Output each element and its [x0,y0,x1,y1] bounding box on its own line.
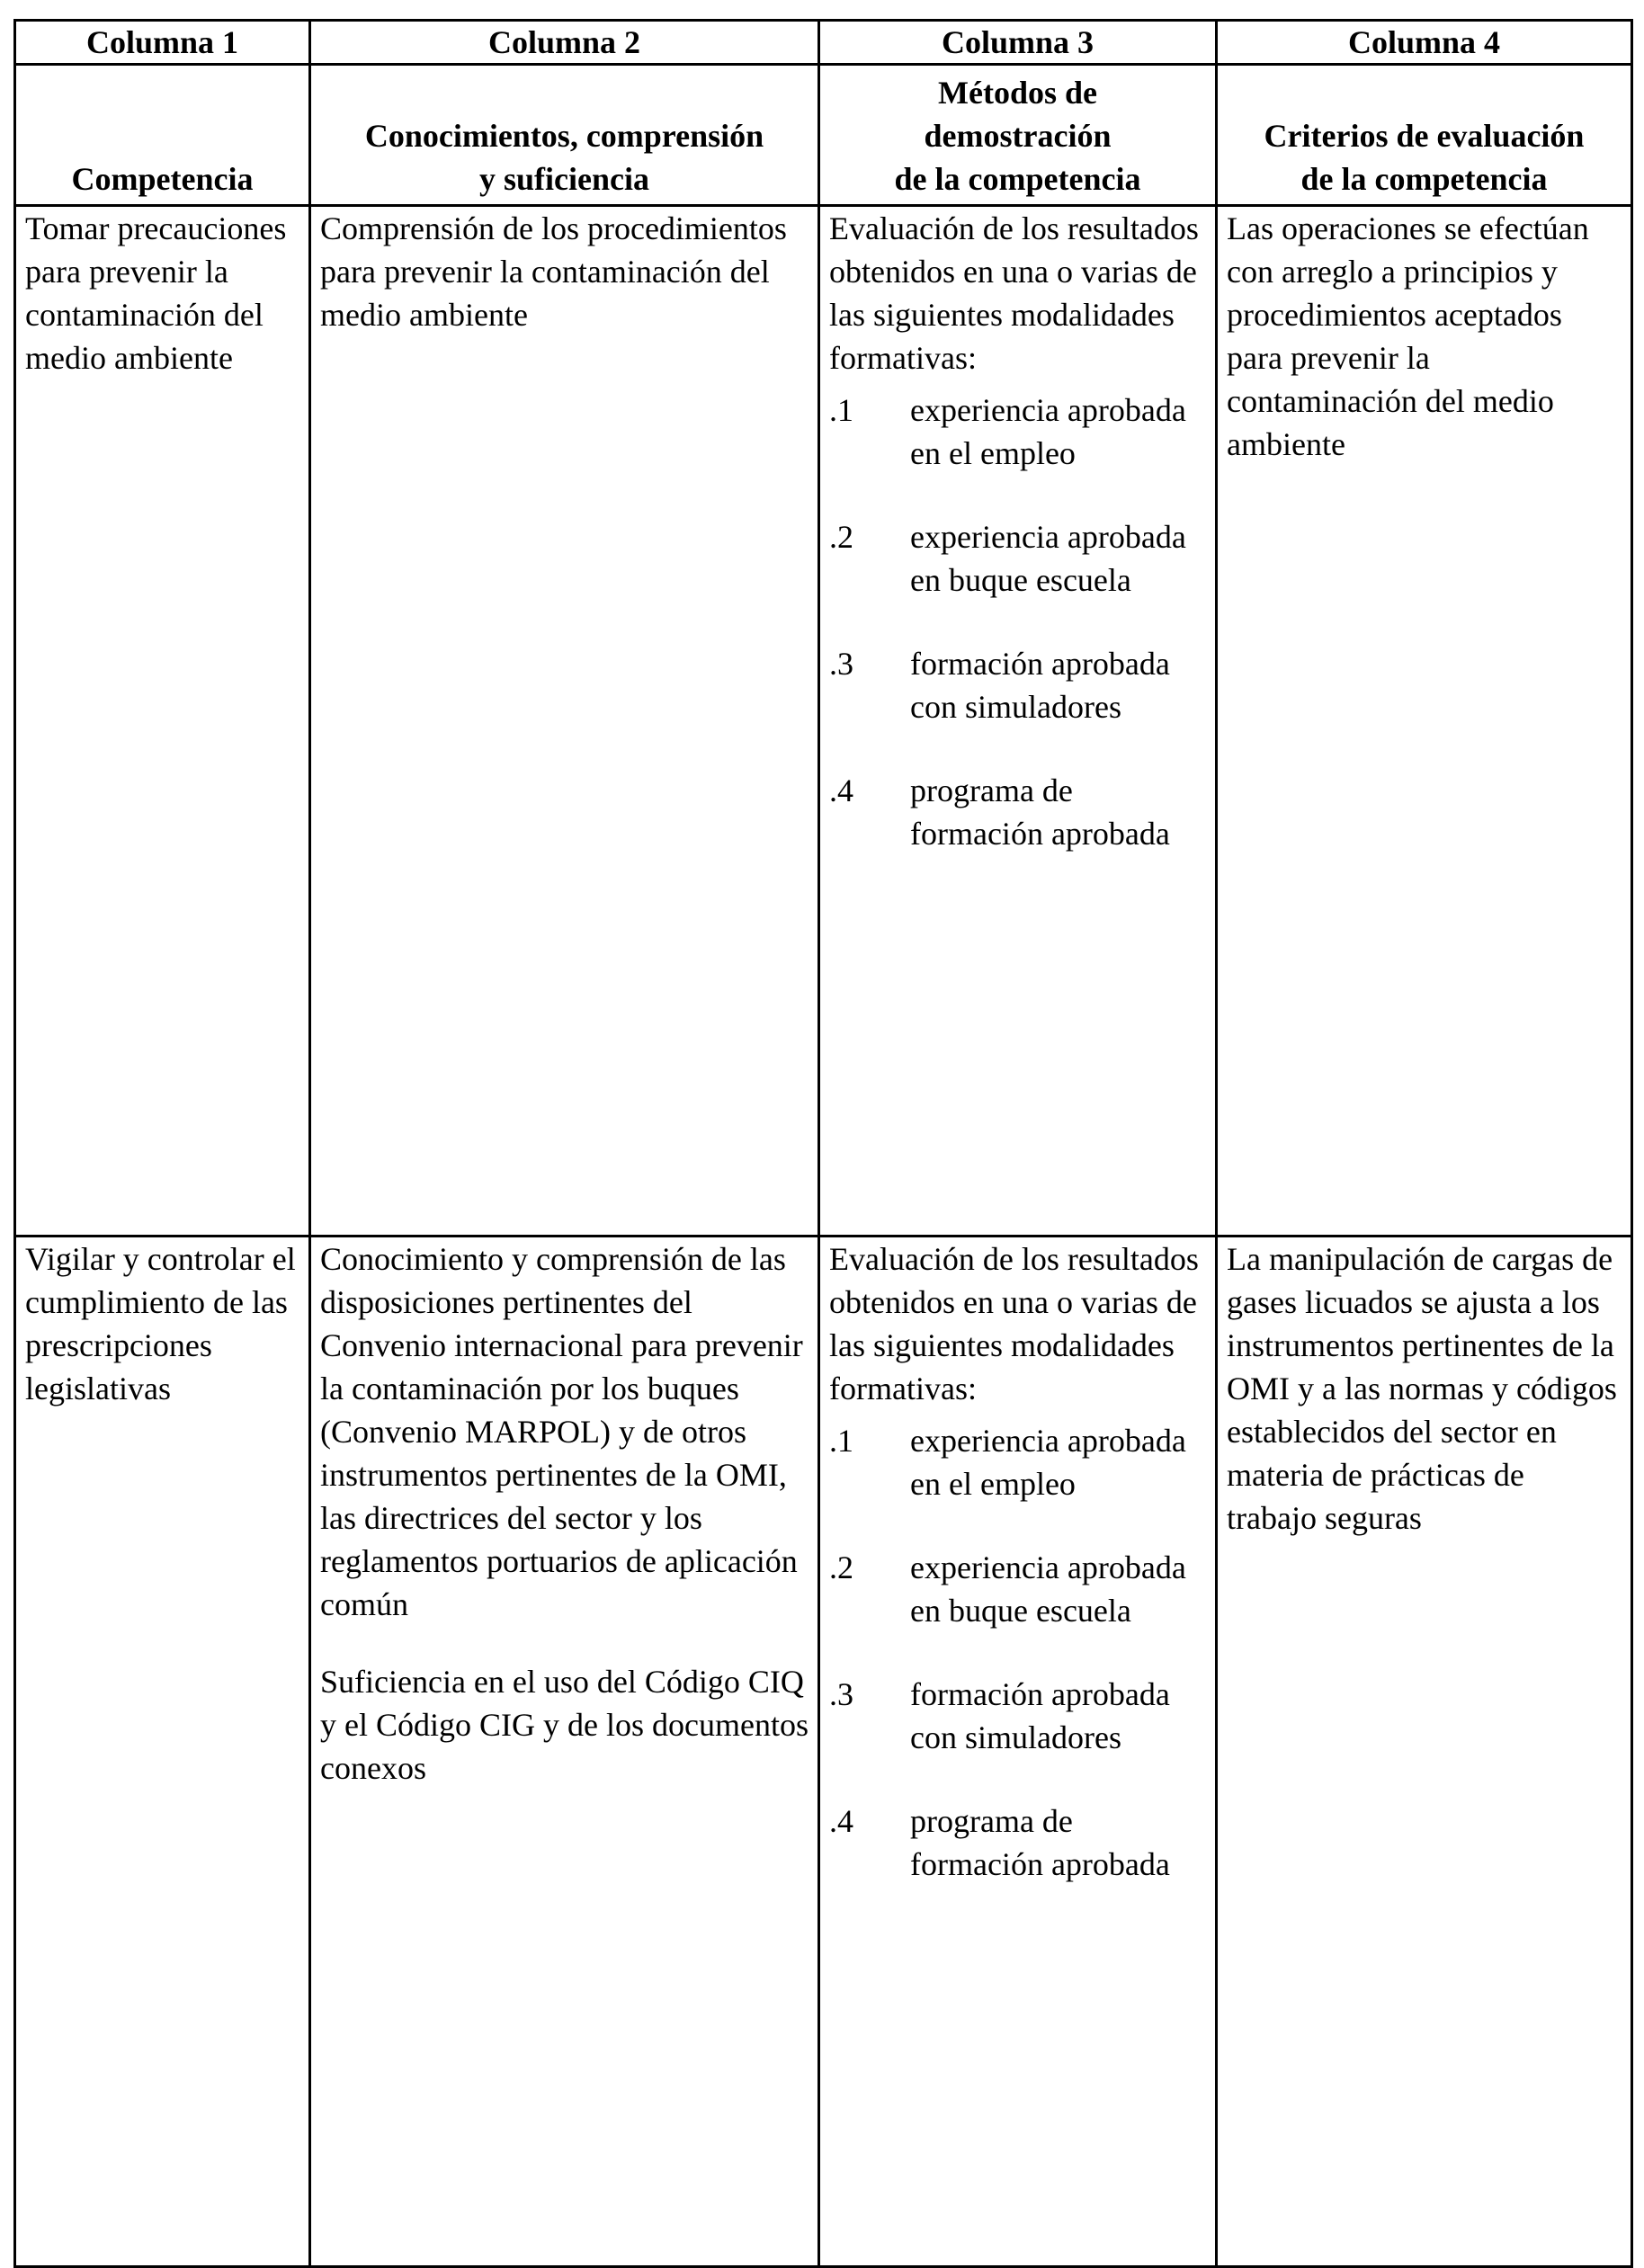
conocimientos-text: Conocimiento y comprensión de las disposiciones pertinentes del Convenio internacional para prevenir la contaminación por los buques (Convenio MARPOL) y de otros instrumentos pertinentes de la OMI, las directrices del sector y los reglamentos portuarios de aplicación común [320,1241,803,1622]
table-row [15,1237,1632,2267]
list-item-number: .2 [829,1549,853,1585]
list-item-number: .3 [829,646,853,682]
list-item-number: .4 [829,772,853,808]
header-conocimientos [310,65,819,206]
conocimientos-cell [310,1237,819,2267]
list-item [829,1673,1206,1759]
column-2-label: Columna 2 [310,21,819,65]
list-item-text: experiencia aprobada en el empleo [910,1423,1186,1502]
conocimientos-text: Comprensión de los procedimientos para prevenir la contaminación del medio ambiente [320,210,787,333]
list-item-number: .1 [829,392,853,428]
competencia-text: Vigilar y controlar el cumplimiento de las prescripciones legislativas [25,1241,296,1406]
column-3-label: Columna 3 [819,21,1217,65]
list-item [829,642,1206,728]
competencia-text: Tomar precauciones para prevenir la contaminación del medio ambiente [25,210,287,376]
conocimientos-cell [310,206,819,1237]
list-item-text: formación aprobada con simuladores [910,646,1170,725]
header-conocimientos-line-1: Conocimientos, comprensión [364,118,764,154]
metodos-cell [819,206,1217,1237]
metodos-intro: Evaluación de los resultados obtenidos en una o varias de las siguientes modalidades formativas: [829,210,1199,376]
list-item-text: programa de formación aprobada [910,772,1170,852]
header-metodos-line-1: Métodos de [938,75,1097,111]
header-metodos [819,65,1217,206]
criterios-cell [1217,1237,1632,2267]
list-item-number: .2 [829,519,853,555]
list-item-number: .3 [829,1676,853,1712]
list-item [829,515,1206,602]
list-item-text: formación aprobada con simuladores [910,1676,1170,1755]
table-row [15,206,1632,1237]
header-competencia [15,65,310,206]
list-item-text: experiencia aprobada en buque escuela [910,519,1186,598]
header-competencia-text: Competencia [71,161,254,197]
list-item [829,1799,1206,1886]
metodos-intro: Evaluación de los resultados obtenidos en una o varias de las siguientes modalidades formativas: [829,1241,1199,1406]
criterios-text: La manipulación de cargas de gases licuados se ajusta a los instrumentos pertinentes de la OMI y a las normas y códigos establecidos del sector en materia de prácticas de trabajo seguras [1227,1241,1617,1536]
criterios-cell [1217,206,1632,1237]
list-item-number: .1 [829,1423,853,1459]
metodos-cell [819,1237,1217,2267]
header-conocimientos-line-2: y suficiencia [479,161,649,197]
list-item-text: experiencia aprobada en el empleo [910,392,1186,471]
header-row [15,65,1632,206]
competence-table [13,19,1633,2268]
header-metodos-line-2: demostración [924,118,1112,154]
column-number-row [15,21,1632,65]
header-metodos-line-3: de la competencia [894,161,1141,197]
list-item-text: experiencia aprobada en buque escuela [910,1549,1186,1629]
header-criterios-line-1: Criterios de evaluación [1264,118,1585,154]
header-criterios [1217,65,1632,206]
competencia-cell [15,1237,310,2267]
column-4-label: Columna 4 [1217,21,1632,65]
list-item [829,769,1206,855]
list-item [829,1419,1206,1505]
competencia-cell [15,206,310,1237]
list-item-number: .4 [829,1803,853,1839]
criterios-text: Las operaciones se efectúan con arreglo a principios y procedimientos aceptados para prevenir la contaminación del medio ambiente [1227,210,1589,462]
column-1-label: Columna 1 [15,21,310,65]
header-criterios-line-2: de la competencia [1300,161,1548,197]
list-item-text: programa de formación aprobada [910,1803,1170,1882]
conocimientos-text: Suficiencia en el uso del Código CIQ y el Código CIG y de los documentos conexos [320,1664,809,1786]
list-item [829,388,1206,475]
list-item [829,1546,1206,1632]
